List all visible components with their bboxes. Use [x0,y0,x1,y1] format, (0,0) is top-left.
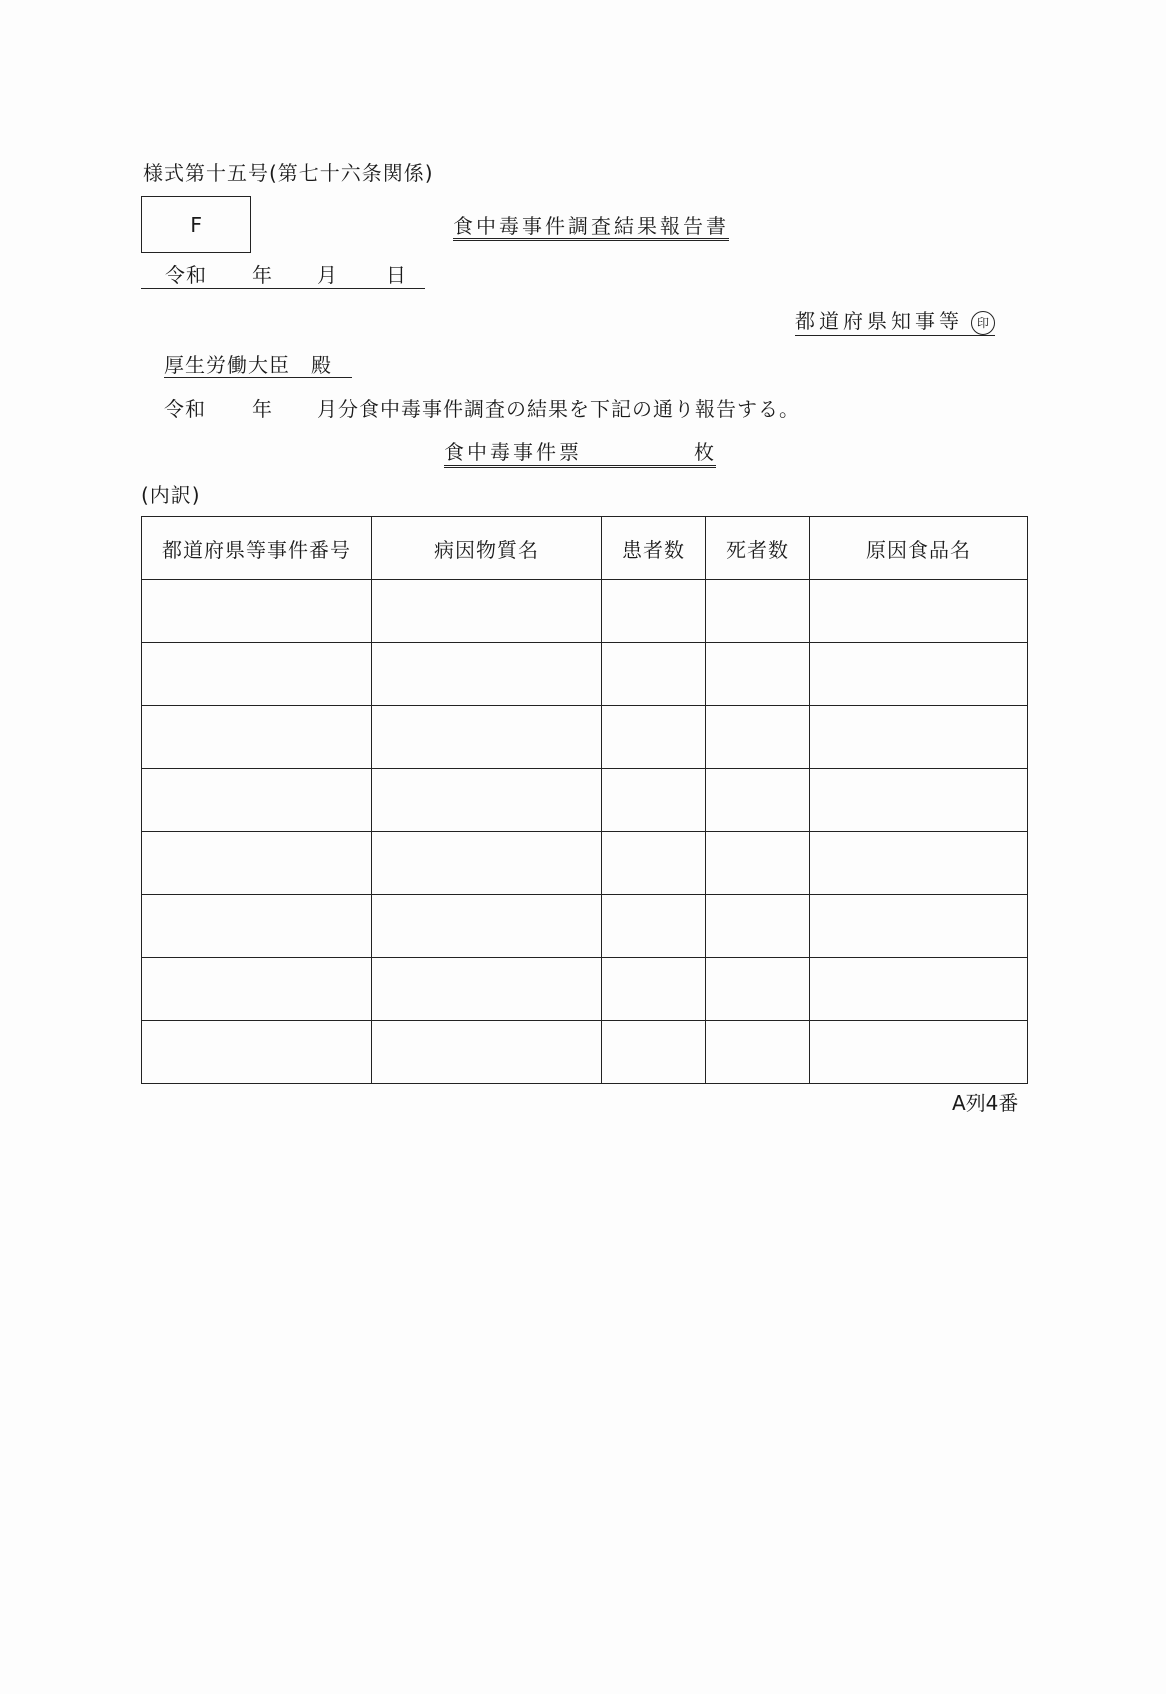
cell-deaths[interactable] [706,769,810,832]
table-row [142,895,1028,958]
date-field[interactable] [141,263,425,289]
issuer-label: 都道府県知事等 [795,309,963,333]
cell-deaths[interactable] [706,706,810,769]
table-row [142,706,1028,769]
issuer [795,309,995,336]
cell-case-number[interactable] [142,769,372,832]
header-case-number: 都道府県等事件番号 [142,517,372,580]
ticket-count-label: 食中毒事件票 [444,440,582,464]
cell-deaths[interactable] [706,958,810,1021]
cell-pathogen[interactable] [372,706,602,769]
f-box-label: F [189,212,203,237]
cell-deaths[interactable] [706,832,810,895]
date-era: 令和 [165,263,207,287]
cell-deaths[interactable] [706,643,810,706]
cell-patients[interactable] [602,958,706,1021]
cell-pathogen[interactable] [372,832,602,895]
f-box [141,196,251,253]
report-sentence-text: 月分食中毒事件調査の結果を下記の通り報告する。 [317,397,800,421]
seal-icon: 印 [971,311,995,335]
document-title: 食中毒事件調査結果報告書 [453,214,729,241]
cases-table [141,516,1028,1084]
cell-patients[interactable] [602,769,706,832]
header-patients: 患者数 [602,517,706,580]
ticket-count-unit: 枚 [694,440,717,464]
cell-case-number[interactable] [142,832,372,895]
paper-size: A列4番 [952,1091,1019,1115]
table-row [142,643,1028,706]
date-month-label: 月 [317,263,338,287]
cell-pathogen[interactable] [372,1021,602,1084]
cell-pathogen[interactable] [372,580,602,643]
table-header-row [142,517,1028,580]
cell-case-number[interactable] [142,958,372,1021]
form-number: 様式第十五号(第七十六条関係) [143,161,434,185]
date-year-label: 年 [252,263,273,287]
table-row [142,958,1028,1021]
cell-case-number[interactable] [142,580,372,643]
cell-food[interactable] [810,958,1028,1021]
cell-food[interactable] [810,769,1028,832]
cell-patients[interactable] [602,706,706,769]
date-day-label: 日 [386,263,407,287]
cell-patients[interactable] [602,895,706,958]
cell-food[interactable] [810,580,1028,643]
cell-food[interactable] [810,832,1028,895]
cell-deaths[interactable] [706,895,810,958]
header-pathogen: 病因物質名 [372,517,602,580]
cell-deaths[interactable] [706,1021,810,1084]
table-row [142,769,1028,832]
report-year-label: 年 [252,397,273,421]
cell-pathogen[interactable] [372,643,602,706]
ticket-count[interactable] [444,440,716,468]
header-food: 原因食品名 [810,517,1028,580]
breakdown-label: (内訳) [141,483,201,507]
cell-case-number[interactable] [142,706,372,769]
table-row [142,832,1028,895]
table-row [142,1021,1028,1084]
cell-patients[interactable] [602,643,706,706]
cell-pathogen[interactable] [372,895,602,958]
cell-food[interactable] [810,643,1028,706]
cell-case-number[interactable] [142,895,372,958]
table-row [142,580,1028,643]
cell-deaths[interactable] [706,580,810,643]
header-deaths: 死者数 [706,517,810,580]
addressee: 厚生労働大臣 殿 [164,353,352,378]
cell-food[interactable] [810,1021,1028,1084]
cell-case-number[interactable] [142,1021,372,1084]
report-era: 令和 [164,397,206,421]
cell-patients[interactable] [602,1021,706,1084]
cell-food[interactable] [810,706,1028,769]
cell-pathogen[interactable] [372,769,602,832]
cell-case-number[interactable] [142,643,372,706]
cell-patients[interactable] [602,580,706,643]
cell-food[interactable] [810,895,1028,958]
cell-pathogen[interactable] [372,958,602,1021]
cell-patients[interactable] [602,832,706,895]
